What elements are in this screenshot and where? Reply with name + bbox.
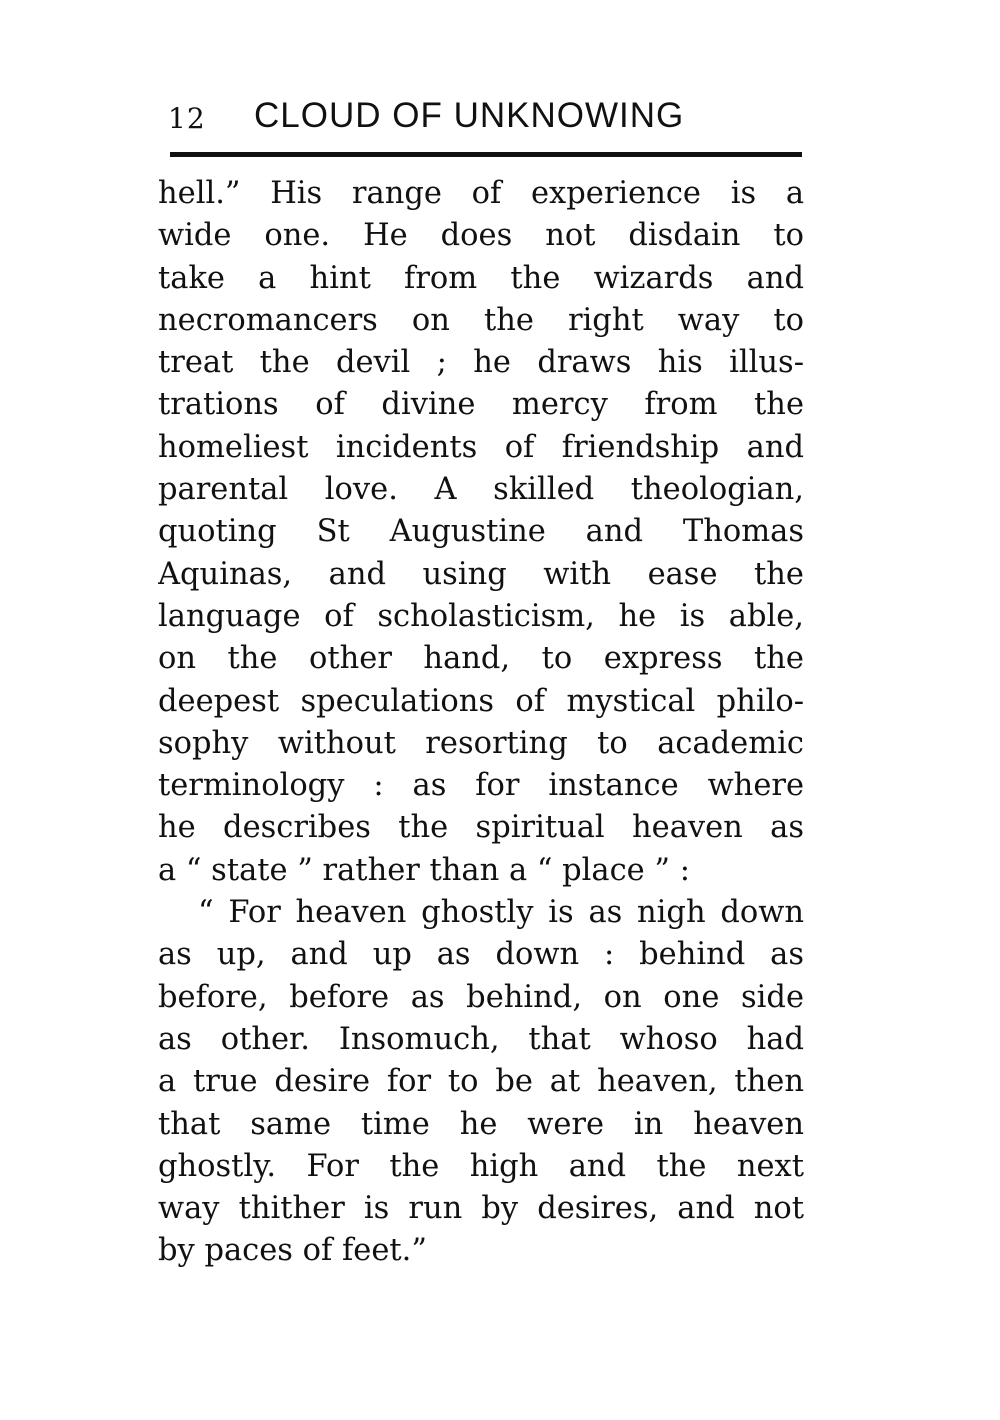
quote-line: “ For heaven ghostly is as nigh down [198, 895, 804, 931]
text-line: a “ state ” rather than a “ place ” : [158, 852, 690, 888]
quote-line: ghostly. For the high and the next [158, 1148, 804, 1184]
text-line: necromancers on the right way to [158, 302, 804, 338]
quote-line: way thither is run by desires, and not [158, 1191, 804, 1227]
text-line: Aquinas, and using with ease the [158, 556, 804, 592]
quote-line: as up, and up as down : behind as [158, 937, 804, 973]
text-line: sophy without resorting to academic [158, 725, 804, 761]
quote-line: by paces of feet.” [158, 1233, 427, 1269]
text-line: quoting St Augustine and Thomas [158, 514, 804, 550]
running-title: CLOUD OF UNKNOWING [254, 96, 685, 135]
text-line: hell.” His range of experience is a [158, 176, 804, 211]
quote-line: as other. Insomuch, that whoso had [158, 1021, 804, 1057]
text-line: homeliest incidents of friendship and [158, 429, 804, 465]
quote-line: that same time he were in heaven [158, 1106, 804, 1142]
page-header [168, 96, 808, 148]
text-line: wide one. He does not disdain to [158, 218, 804, 254]
text-line: he describes the spiritual heaven as [158, 810, 804, 846]
text-line: trations of divine mercy from the [158, 387, 804, 423]
text-line: language of scholasticism, he is able, [158, 598, 804, 634]
text-line: on the other hand, to express the [158, 641, 804, 677]
header-rule [170, 152, 802, 157]
text-line: treat the devil ; he draws his illus- [158, 345, 804, 381]
text-line: parental love. A skilled theologian, [158, 472, 804, 508]
page-number: 12 [168, 102, 206, 135]
quote-line: before, before as behind, on one side [158, 979, 804, 1015]
text-line: deepest speculations of mystical philo- [158, 683, 804, 719]
text-line: take a hint from the wizards and [158, 260, 804, 296]
quote-line: a true desire for to be at heaven, then [158, 1064, 804, 1100]
text-line: terminology : as for instance where [158, 768, 804, 804]
body-text [158, 173, 804, 1273]
